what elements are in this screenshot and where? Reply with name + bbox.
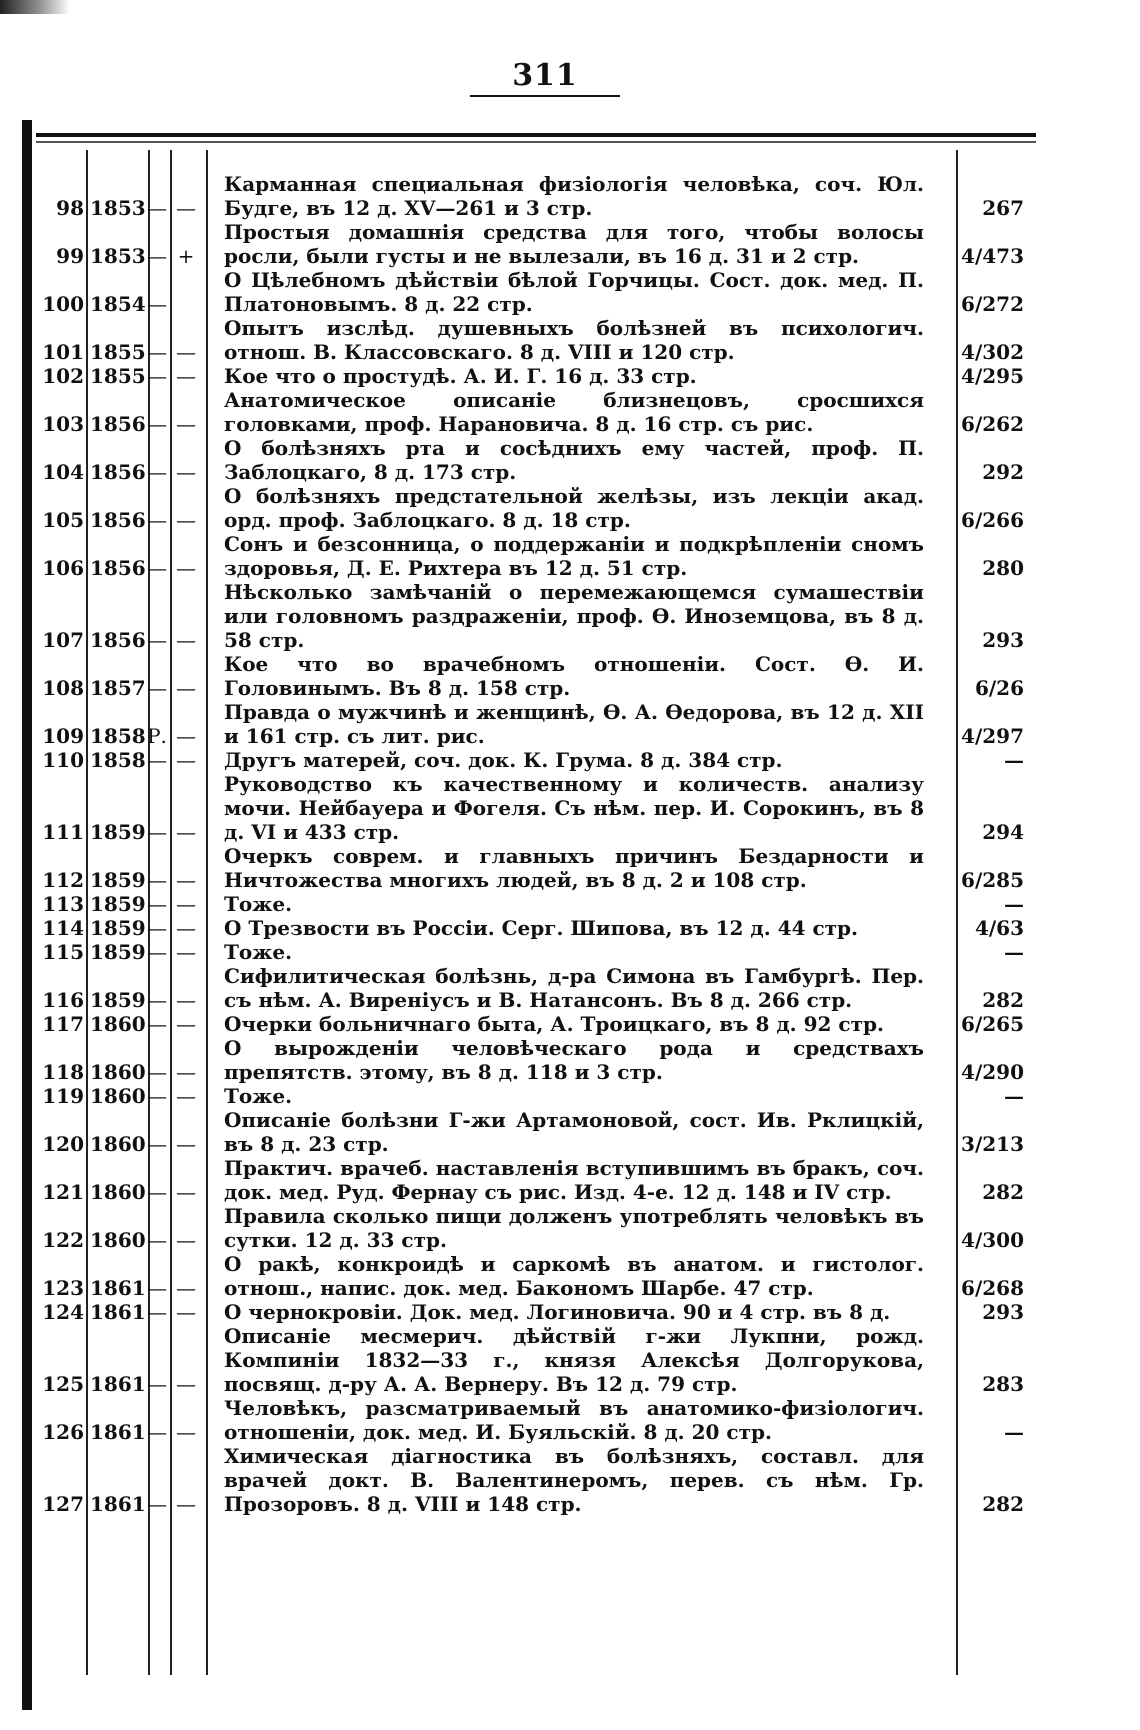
entry-reference: — — [1004, 940, 1024, 964]
catalog-entry — [30, 1324, 1040, 1396]
entry-mark-2: — — [176, 1180, 196, 1204]
entry-title: Очеркъ соврем. и главныхъ причинъ Бездарности и Ничтожества многихъ людей, въ 8 д. 2 и 108 стр. — [224, 844, 924, 892]
catalog-entry — [30, 220, 1040, 268]
entry-year: 1861 — [90, 1300, 146, 1324]
header-rule — [36, 133, 1036, 137]
catalog-entry — [30, 268, 1040, 316]
entry-number: 105 — [42, 508, 84, 532]
entry-mark-1: — — [147, 820, 167, 844]
entry-title: Кое что о простудѣ. А. И. Г. 16 д. 33 стр. — [224, 364, 697, 388]
entry-reference: 293 — [982, 1300, 1024, 1324]
entry-reference: 282 — [982, 1180, 1024, 1204]
catalog-entry — [30, 1156, 1040, 1204]
entry-reference: 292 — [982, 460, 1024, 484]
entry-number: 104 — [42, 460, 84, 484]
entry-title: Тоже. — [224, 892, 293, 916]
entry-year: 1861 — [90, 1492, 146, 1516]
entry-mark-1: — — [147, 676, 167, 700]
catalog-entry — [30, 388, 1040, 436]
catalog-entry — [30, 652, 1040, 700]
entry-mark-2: — — [176, 1084, 196, 1108]
entry-mark-2: — — [176, 1420, 196, 1444]
entry-number: 117 — [42, 1012, 84, 1036]
entry-title: Описанiе месмерич. дѣйствiй г-жи Лукпни, рожд. Компинiи 1832—33 г., князя Алексѣя Долгорукова, посвящ. д-ру А. А. Вернеру. Въ 12 д. 79 стр. — [224, 1324, 924, 1396]
entry-title: О вырожденiи человѣческаго рода и средствахъ препятств. этому, въ 8 д. 118 и 3 стр. — [224, 1036, 924, 1084]
entry-year: 1861 — [90, 1372, 146, 1396]
entry-year: 1860 — [90, 1132, 146, 1156]
entry-number: 111 — [42, 820, 84, 844]
entry-number: 114 — [42, 916, 84, 940]
entry-title: Очерки больничнаго быта, А. Троицкаго, въ 8 д. 92 стр. — [224, 1012, 884, 1036]
entry-title: Тоже. — [224, 940, 293, 964]
entry-number: 100 — [42, 292, 84, 316]
entry-title: О Цѣлебномъ дѣйствiи бѣлой Горчицы. Сост. док. мед. П. Платоновымъ. 8 д. 22 стр. — [224, 268, 924, 316]
entry-number: 118 — [42, 1060, 84, 1084]
entry-title: Другъ матерей, соч. док. К. Грума. 8 д. 384 стр. — [224, 748, 783, 772]
entry-title: О болѣзняхъ рта и сосѣднихъ ему частей, проф. П. Заблоцкаго, 8 д. 173 стр. — [224, 436, 924, 484]
entry-mark-2: — — [176, 676, 196, 700]
entry-reference: 282 — [982, 988, 1024, 1012]
entry-year: 1856 — [90, 508, 146, 532]
entry-title: Описанiе болѣзни Г-жи Артамоновой, сост. Ив. Рклицкiй, въ 8 д. 23 стр. — [224, 1108, 924, 1156]
catalog-entry — [30, 892, 1040, 916]
entry-number: 113 — [42, 892, 84, 916]
entry-mark-1: — — [147, 364, 167, 388]
entry-number: 119 — [42, 1084, 84, 1108]
entry-year: 1860 — [90, 1060, 146, 1084]
entry-reference: — — [1004, 748, 1024, 772]
entry-mark-2: — — [176, 412, 196, 436]
entry-mark-1: — — [147, 1492, 167, 1516]
entry-number: 124 — [42, 1300, 84, 1324]
entry-title: Анатомическое описанiе близнецовъ, сросшихся головками, проф. Нарановича. 8 д. 16 стр. съ рис. — [224, 388, 924, 436]
entry-mark-2: — — [176, 820, 196, 844]
entry-mark-1: — — [147, 748, 167, 772]
entry-year: 1856 — [90, 412, 146, 436]
entry-mark-1: — — [147, 340, 167, 364]
entry-mark-1: — — [147, 460, 167, 484]
entry-title: О Трезвости въ Россiи. Серг. Шипова, въ 12 д. 44 стр. — [224, 916, 858, 940]
entry-mark-1: — — [147, 1300, 167, 1324]
entry-year: 1859 — [90, 892, 146, 916]
entry-year: 1860 — [90, 1012, 146, 1036]
entry-reference: 294 — [982, 820, 1024, 844]
entry-number: 126 — [42, 1420, 84, 1444]
page-number: 311 — [470, 58, 620, 97]
entry-mark-2: — — [176, 940, 196, 964]
entry-reference: 280 — [982, 556, 1024, 580]
catalog-entry — [30, 1444, 1040, 1516]
catalog-entry — [30, 772, 1040, 844]
entry-reference: — — [1004, 1084, 1024, 1108]
entry-number: 107 — [42, 628, 84, 652]
entry-mark-1: — — [147, 940, 167, 964]
entry-mark-1: — — [147, 1180, 167, 1204]
entry-reference: 283 — [982, 1372, 1024, 1396]
entry-mark-1: — — [147, 892, 167, 916]
entry-mark-1: Р. — [147, 724, 167, 748]
catalog-entry — [30, 1084, 1040, 1108]
entry-title: Правила сколько пищи долженъ употреблять человѣкъ въ сутки. 12 д. 33 стр. — [224, 1204, 924, 1252]
entry-title: Тоже. — [224, 1084, 293, 1108]
entry-number: 109 — [42, 724, 84, 748]
entry-year: 1860 — [90, 1084, 146, 1108]
catalog-entry — [30, 1036, 1040, 1084]
entry-number: 116 — [42, 988, 84, 1012]
entry-year: 1856 — [90, 556, 146, 580]
catalog-entry — [30, 1252, 1040, 1300]
catalog-entry — [30, 580, 1040, 652]
entry-year: 1855 — [90, 364, 146, 388]
entry-mark-2: — — [176, 556, 196, 580]
catalog-entry — [30, 748, 1040, 772]
entry-title: Правда о мужчинѣ и женщинѣ, Ѳ. А. Ѳедорова, въ 12 д. XII и 161 стр. съ лит. рис. — [224, 700, 924, 748]
entry-title: Руководство къ качественному и количеств. анализу мочи. Нейбауера и Фогеля. Съ нѣм. пер. И. Сорокинъ, въ 8 д. VI и 433 стр. — [224, 772, 924, 844]
entry-reference: 6/265 — [961, 1012, 1024, 1036]
entry-mark-2: — — [176, 1492, 196, 1516]
entry-mark-2: — — [176, 1132, 196, 1156]
entry-title: Сонъ и безсонница, о поддержанiи и подкрѣпленiи сномъ здоровья, Д. Е. Рихтера въ 12 д. 51 стр. — [224, 532, 924, 580]
entry-title: Карманная специальная физiологiя человѣка, соч. Юл. Будге, въ 12 д. XV—261 и 3 стр. — [224, 172, 924, 220]
entry-number: 122 — [42, 1228, 84, 1252]
entry-mark-2: — — [176, 988, 196, 1012]
entry-mark-1: — — [147, 1132, 167, 1156]
catalog-entry — [30, 844, 1040, 892]
catalog-entry — [30, 1204, 1040, 1252]
entry-reference: 3/213 — [961, 1132, 1024, 1156]
entry-reference: 4/300 — [961, 1228, 1024, 1252]
entry-mark-2: — — [176, 1012, 196, 1036]
catalog-entry — [30, 964, 1040, 1012]
catalog-entry — [30, 1012, 1040, 1036]
catalog-entry — [30, 532, 1040, 580]
entry-mark-1: — — [147, 412, 167, 436]
entry-mark-2: — — [176, 196, 196, 220]
entry-mark-2: — — [176, 724, 196, 748]
entry-year: 1860 — [90, 1228, 146, 1252]
entry-mark-1: — — [147, 508, 167, 532]
entry-year: 1856 — [90, 628, 146, 652]
entry-mark-1: — — [147, 988, 167, 1012]
entry-mark-2: — — [176, 1060, 196, 1084]
entry-number: 101 — [42, 340, 84, 364]
entry-mark-1: — — [147, 1060, 167, 1084]
entry-year: 1853 — [90, 196, 146, 220]
entry-mark-2: — — [176, 340, 196, 364]
entry-title: Практич. врачеб. наставленiя вступившимъ въ бракъ, соч. док. мед. Руд. Фернау съ рис. Изд. 4-е. 12 д. 148 и IV стр. — [224, 1156, 924, 1204]
entry-mark-2: — — [176, 1276, 196, 1300]
entry-number: 125 — [42, 1372, 84, 1396]
entry-reference: 4/295 — [961, 364, 1024, 388]
entry-year: 1859 — [90, 916, 146, 940]
entry-reference: 293 — [982, 628, 1024, 652]
entry-mark-1: — — [147, 1084, 167, 1108]
entry-mark-2: — — [176, 868, 196, 892]
entry-mark-1: — — [147, 292, 167, 316]
entry-mark-1: — — [147, 556, 167, 580]
entry-title: О болѣзняхъ предстательной желѣзы, изъ лекцiи акад. орд. проф. Заблоцкаго. 8 д. 18 стр. — [224, 484, 924, 532]
entry-title: Простыя домашнiя средства для того, чтобы волосы росли, были густы и не вылезали, въ 16 д. 31 и 2 стр. — [224, 220, 924, 268]
entry-mark-1: — — [147, 1420, 167, 1444]
catalog-entry — [30, 484, 1040, 532]
entry-number: 108 — [42, 676, 84, 700]
entry-title: О ракѣ, конкроидѣ и саркомѣ въ анатом. и гистолог. отнош., напис. док. мед. Бакономъ Шарбе. 47 стр. — [224, 1252, 924, 1300]
entry-year: 1855 — [90, 340, 146, 364]
entry-title: Химическая дiагностика въ болѣзняхъ, составл. для врачей докт. В. Валентинеромъ, перев. съ нѣм. Гр. Прозоровъ. 8 д. VIII и 148 стр. — [224, 1444, 924, 1516]
entry-reference: 4/297 — [961, 724, 1024, 748]
entry-number: 99 — [56, 244, 84, 268]
entry-year: 1859 — [90, 820, 146, 844]
entry-number: 112 — [42, 868, 84, 892]
entry-mark-1: — — [147, 1372, 167, 1396]
entry-year: 1858 — [90, 748, 146, 772]
entry-mark-2: — — [176, 1300, 196, 1324]
entry-mark-2: — — [176, 748, 196, 772]
entry-mark-2: — — [176, 1228, 196, 1252]
entry-reference: 6/26 — [974, 676, 1024, 700]
catalog-entry — [30, 1108, 1040, 1156]
entry-number: 123 — [42, 1276, 84, 1300]
entry-mark-1: — — [147, 628, 167, 652]
catalog-table — [30, 172, 1040, 1516]
entry-year: 1861 — [90, 1276, 146, 1300]
catalog-entry — [30, 916, 1040, 940]
entry-title: Опытъ изслѣд. душевныхъ болѣзней въ психологич. отнош. В. Классовскаго. 8 д. VIII и 120 стр. — [224, 316, 924, 364]
entry-year: 1853 — [90, 244, 146, 268]
entry-mark-2: — — [176, 628, 196, 652]
entry-number: 120 — [42, 1132, 84, 1156]
entry-year: 1859 — [90, 940, 146, 964]
catalog-entry — [30, 316, 1040, 364]
entry-title: Человѣкъ, разсматриваемый въ анатомико-физiологич. отношенiи, док. мед. И. Буяльскiй. 8 д. 20 стр. — [224, 1396, 924, 1444]
entry-year: 1859 — [90, 868, 146, 892]
entry-reference: 267 — [982, 196, 1024, 220]
catalog-entry — [30, 1396, 1040, 1444]
entry-title: Нѣсколько замѣчанiй о перемежающемся сумашествiи или головномъ раздраженiи, проф. Ѳ. Иноземцова, въ 8 д. 58 стр. — [224, 580, 924, 652]
entry-title: Кое что во врачебномъ отношенiи. Сост. Ѳ. И. Головинымъ. Въ 8 д. 158 стр. — [224, 652, 924, 700]
entry-year: 1859 — [90, 988, 146, 1012]
catalog-entry — [30, 364, 1040, 388]
entry-year: 1856 — [90, 460, 146, 484]
entry-year: 1857 — [90, 676, 146, 700]
entry-mark-2: — — [176, 460, 196, 484]
entry-reference: 282 — [982, 1492, 1024, 1516]
header-rule-thin — [36, 141, 1036, 143]
catalog-entry — [30, 700, 1040, 748]
entry-mark-2: — — [176, 1372, 196, 1396]
entry-mark-2: — — [176, 508, 196, 532]
entry-number: 106 — [42, 556, 84, 580]
entry-reference: — — [1004, 1420, 1024, 1444]
entry-year: 1861 — [90, 1420, 146, 1444]
entry-mark-1: — — [147, 916, 167, 940]
entry-year: 1854 — [90, 292, 146, 316]
entry-reference: 4/473 — [961, 244, 1024, 268]
catalog-entry — [30, 436, 1040, 484]
catalog-entry — [30, 172, 1040, 220]
entry-number: 127 — [42, 1492, 84, 1516]
catalog-entry — [30, 1300, 1040, 1324]
entry-year: 1860 — [90, 1180, 146, 1204]
catalog-entry — [30, 940, 1040, 964]
entry-number: 121 — [42, 1180, 84, 1204]
entry-reference: 4/290 — [961, 1060, 1024, 1084]
entry-reference: 6/272 — [961, 292, 1024, 316]
entry-mark-2: + — [177, 244, 195, 268]
entry-reference: — — [1004, 892, 1024, 916]
entry-reference: 4/63 — [974, 916, 1024, 940]
entry-mark-2: — — [176, 364, 196, 388]
entry-mark-1: — — [147, 1228, 167, 1252]
entry-reference: 6/285 — [961, 868, 1024, 892]
entry-reference: 6/262 — [961, 412, 1024, 436]
entry-mark-1: — — [147, 1276, 167, 1300]
entry-title: О чернокровiи. Док. мед. Логиновича. 90 и 4 стр. въ 8 д. — [224, 1300, 891, 1324]
entry-mark-1: — — [147, 196, 167, 220]
entry-reference: 4/302 — [961, 340, 1024, 364]
entry-number: 98 — [56, 196, 84, 220]
ink-blot — [0, 0, 70, 14]
entry-number: 110 — [42, 748, 84, 772]
entry-reference: 6/266 — [961, 508, 1024, 532]
entry-mark-2: — — [176, 892, 196, 916]
entry-title: Сифилитическая болѣзнь, д-ра Симона въ Гамбургѣ. Пер. съ нѣм. А. Виренiусъ и В. Натансонъ. Въ 8 д. 266 стр. — [224, 964, 924, 1012]
entry-mark-1: — — [147, 1012, 167, 1036]
entry-mark-1: — — [147, 244, 167, 268]
entry-reference: 6/268 — [961, 1276, 1024, 1300]
entry-mark-1: — — [147, 868, 167, 892]
entry-mark-2: — — [176, 916, 196, 940]
entry-number: 103 — [42, 412, 84, 436]
entry-year: 1858 — [90, 724, 146, 748]
entry-number: 115 — [42, 940, 84, 964]
entry-number: 102 — [42, 364, 84, 388]
